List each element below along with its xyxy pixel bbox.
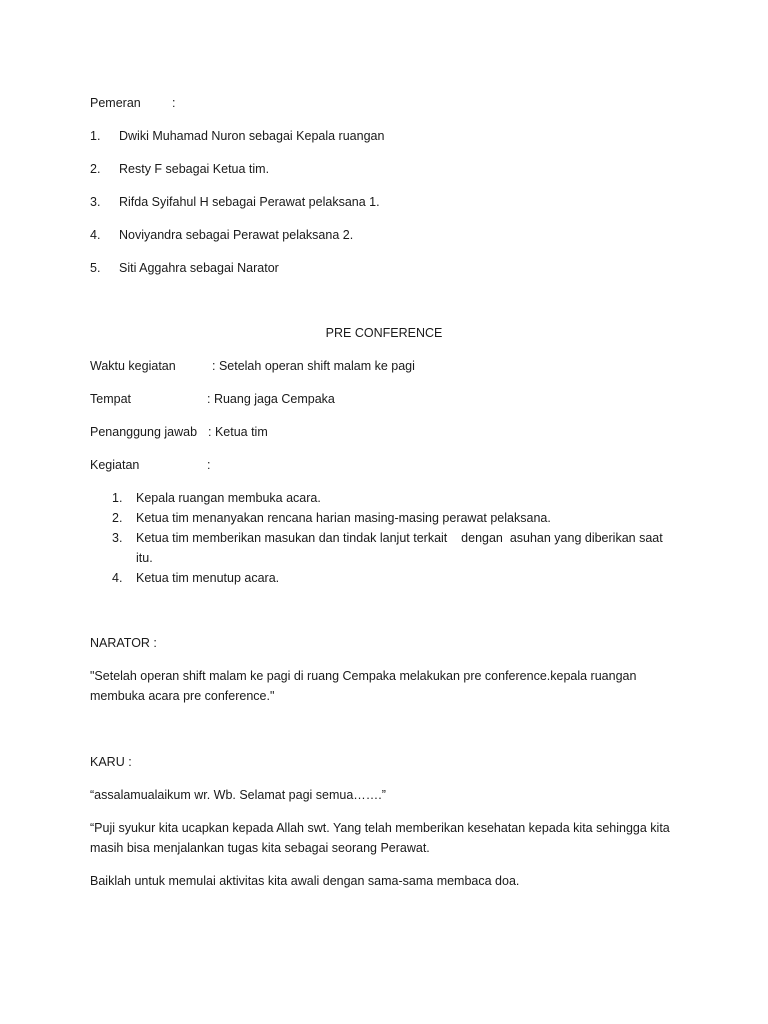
- activity-text: Kepala ruangan membuka acara.: [136, 491, 321, 505]
- narator-label: NARATOR :: [90, 636, 157, 650]
- activity-number: 1.: [112, 491, 123, 505]
- cast-item-text: Noviyandra sebagai Perawat pelaksana 2.: [119, 228, 354, 242]
- cast-item-text: Dwiki Muhamad Nuron sebagai Kepala ruangan: [119, 129, 385, 143]
- tempat-value: : Ruang jaga Cempaka: [207, 392, 335, 406]
- activity-text: Ketua tim memberikan masukan dan tindak lanjut terkait dengan asuhan yang diberikan saat itu.: [136, 531, 667, 565]
- activity-text: Ketua tim menanyakan rencana harian masing-masing perawat pelaksana.: [136, 511, 551, 525]
- cast-item-text: Rifda Syifahul H sebagai Perawat pelaksana 1.: [119, 195, 380, 209]
- activity-number: 2.: [112, 511, 123, 525]
- karu-label: KARU :: [90, 755, 132, 769]
- karu-greeting: “assalamualaikum wr. Wb. Selamat pagi semua…….”: [90, 788, 386, 802]
- waktu-value: : Setelah operan shift malam ke pagi: [212, 359, 415, 373]
- narator-text: "Setelah operan shift malam ke pagi di ruang Cempaka melakukan pre conference.kepala ruangan membuka acara pre conference.": [90, 669, 637, 703]
- penanggung-jawab-label: Penanggung jawab: [90, 425, 198, 439]
- tempat-label: Tempat: [90, 392, 131, 406]
- penanggung-jawab-value: : Ketua tim: [208, 425, 268, 439]
- cast-item-number: 2.: [90, 162, 101, 176]
- activity-number: 3.: [112, 531, 123, 545]
- section-title: PRE CONFERENCE: [325, 326, 443, 340]
- cast-item-text: Siti Aggahra sebagai Narator: [119, 261, 279, 275]
- kegiatan-colon: :: [207, 458, 211, 472]
- cast-item-text: Resty F sebagai Ketua tim.: [119, 162, 270, 176]
- activity-text: Ketua tim menutup acara.: [136, 571, 280, 585]
- cast-heading: Pemeran: [90, 96, 141, 110]
- cast-item-number: 4.: [90, 228, 101, 242]
- kegiatan-label: Kegiatan: [90, 458, 140, 472]
- activity-number: 4.: [112, 571, 123, 585]
- karu-doa: Baiklah untuk memulai aktivitas kita awali dengan sama-sama membaca doa.: [90, 874, 520, 888]
- karu-puji-syukur: “Puji syukur kita ucapkan kepada Allah swt. Yang telah memberikan kesehatan kepada kita sehingga kita masih bisa menjalankan tugas kita sebagai seorang Perawat.: [90, 821, 670, 855]
- cast-heading-colon: :: [172, 96, 176, 110]
- cast-item-number: 3.: [90, 195, 101, 209]
- waktu-label: Waktu kegiatan: [90, 359, 176, 373]
- cast-item-number: 5.: [90, 261, 101, 275]
- cast-item-number: 1.: [90, 129, 101, 143]
